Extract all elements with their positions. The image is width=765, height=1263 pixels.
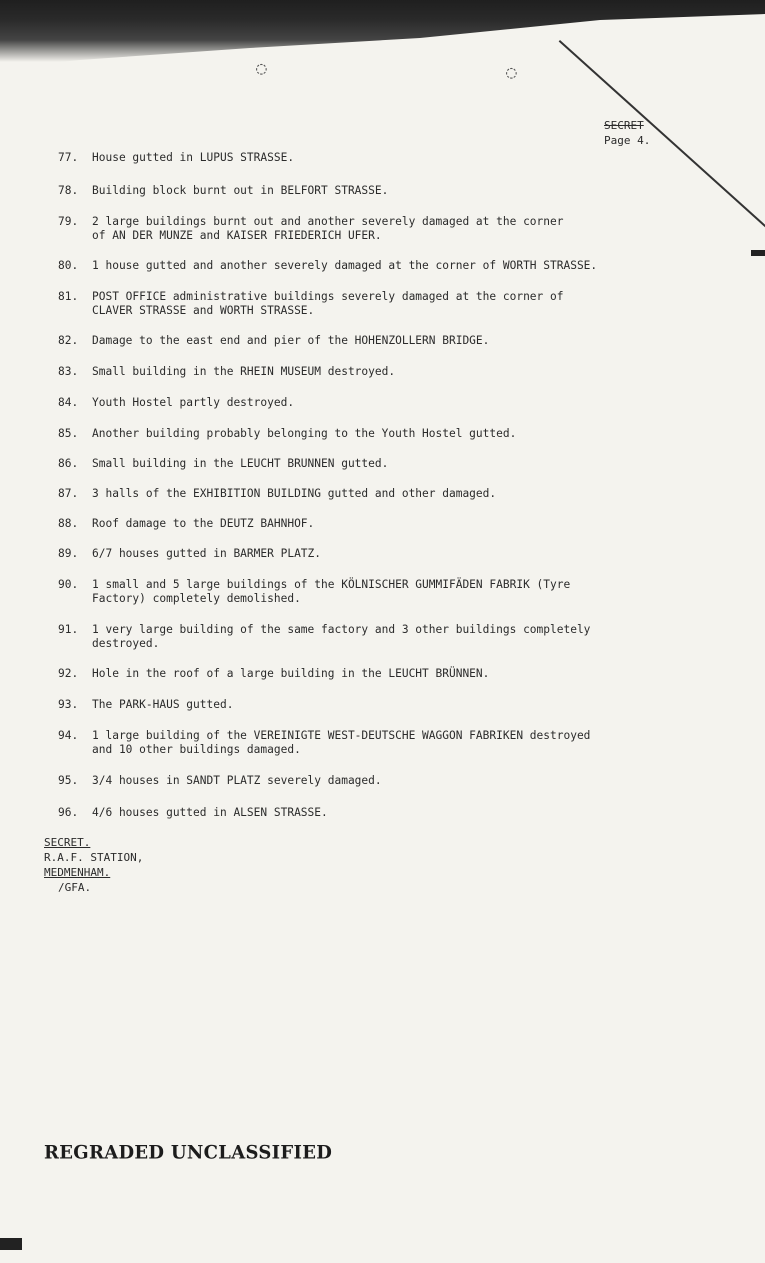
item-text: 1 house gutted and another severely damaged at the corner of WORTH STRASSE.: [92, 259, 598, 272]
item-number: 96.: [58, 806, 79, 819]
item-text: Small building in the RHEIN MUSEUM destroyed.: [92, 365, 396, 378]
item-text: Youth Hostel partly destroyed.: [92, 396, 295, 409]
classification-mark: SECRET: [604, 119, 644, 132]
item-text: 1 small and 5 large buildings of the KÖLNISCHER GUMMIFÄDEN FABRIK (Tyre Factory) completely demolished.: [92, 578, 571, 605]
item-text: 1 very large building of the same factory and 3 other buildings completely destroyed.: [92, 623, 591, 650]
item-text: 4/6 houses gutted in ALSEN STRASSE.: [92, 806, 328, 819]
item-number: 80.: [58, 259, 79, 272]
item-number: 91.: [58, 623, 79, 636]
item-number: 93.: [58, 698, 79, 711]
punch-hole-icon: ◌: [506, 62, 517, 83]
item-number: 82.: [58, 334, 79, 347]
footer-classification: SECRET.: [44, 836, 91, 849]
item-text: 3 halls of the EXHIBITION BUILDING gutted and other damaged.: [92, 487, 497, 500]
regraded-stamp: REGRADED UNCLASSIFIED: [44, 1141, 333, 1164]
item-text: POST OFFICE administrative buildings severely damaged at the corner of CLAVER STRASSE and WORTH STRASSE.: [92, 290, 564, 317]
page-number: Page 4.: [604, 134, 651, 147]
item-text: Another building probably belonging to the Youth Hostel gutted.: [92, 427, 517, 440]
item-number: 85.: [58, 427, 79, 440]
item-number: 95.: [58, 774, 79, 787]
item-number: 92.: [58, 667, 79, 680]
item-text: Hole in the roof of a large building in the LEUCHT BRÜNNEN.: [92, 667, 490, 680]
item-number: 81.: [58, 290, 79, 303]
scan-left-edge-mark: [0, 1238, 22, 1250]
item-text: 1 large building of the VEREINIGTE WEST-DEUTSCHE WAGGON FABRIKEN destroyed and 10 other buildings damaged.: [92, 729, 591, 756]
item-text: House gutted in LUPUS STRASSE.: [92, 151, 295, 164]
station-location: MEDMENHAM.: [44, 866, 111, 879]
page-header: [604, 118, 650, 148]
item-text: Building block burnt out in BELFORT STRASSE.: [92, 184, 389, 197]
scan-right-edge-mark: [751, 250, 765, 256]
punch-hole-icon: ◌: [256, 58, 267, 79]
item-number: 79.: [58, 215, 79, 228]
reference-initials: /GFA.: [58, 881, 92, 894]
scan-dark-top-edge: [0, 0, 765, 62]
signature-block: [44, 835, 143, 895]
item-number: 90.: [58, 578, 79, 591]
item-text: The PARK-HAUS gutted.: [92, 698, 234, 711]
item-text: 3/4 houses in SANDT PLATZ severely damaged.: [92, 774, 382, 787]
item-number: 77.: [58, 151, 79, 164]
list-item: [58, 806, 668, 862]
item-number: 84.: [58, 396, 79, 409]
item-number: 94.: [58, 729, 79, 742]
item-text: 6/7 houses gutted in BARMER PLATZ.: [92, 547, 322, 560]
item-number: 83.: [58, 365, 79, 378]
item-number: 87.: [58, 487, 79, 500]
item-number: 78.: [58, 184, 79, 197]
item-text: Roof damage to the DEUTZ BAHNHOF.: [92, 517, 315, 530]
item-text: Damage to the east end and pier of the HOHENZOLLERN BRIDGE.: [92, 334, 490, 347]
item-number: 89.: [58, 547, 79, 560]
item-text: Small building in the LEUCHT BRUNNEN gutted.: [92, 457, 389, 470]
station-name: R.A.F. STATION,: [44, 851, 144, 864]
item-number: 88.: [58, 517, 79, 530]
item-number: 86.: [58, 457, 79, 470]
item-text: 2 large buildings burnt out and another severely damaged at the corner of AN DER MUNZE and KAISER FRIEDERICH UFER.: [92, 215, 564, 242]
